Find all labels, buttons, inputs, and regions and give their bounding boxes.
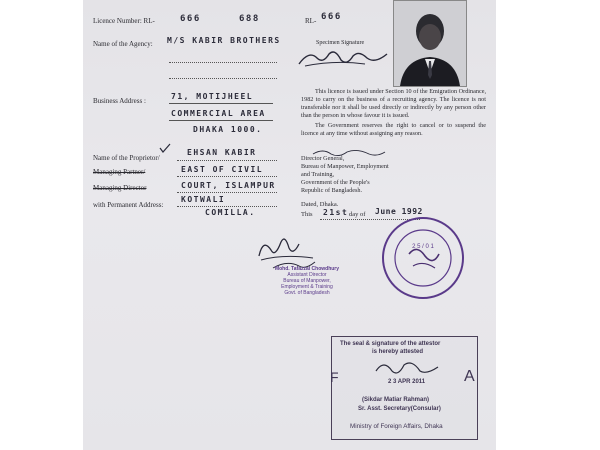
licence-document bbox=[83, 0, 496, 450]
attestation-header: The seal & signature of the attestor bbox=[340, 341, 441, 347]
addr-dots-2 bbox=[177, 192, 277, 193]
margin-letter-f: F bbox=[330, 369, 339, 385]
stamp-title-3: Employment & Training bbox=[281, 284, 333, 290]
attestation-header-2: is hereby attested bbox=[372, 349, 424, 355]
proprietor-address-1: EAST OF CIVIL bbox=[181, 165, 264, 174]
holder-photo bbox=[393, 0, 467, 87]
condition-paragraph-2: The Government reserves the right to cancel or to suspend the licence at any time without assigning any reason. bbox=[301, 122, 486, 137]
licence-number-value: 688 bbox=[239, 14, 260, 24]
licence-conditions bbox=[301, 88, 486, 138]
stamp-title-1: Assistant Director bbox=[287, 272, 327, 278]
dated-this: This bbox=[301, 211, 313, 218]
issuer-line-1: Director General, bbox=[301, 155, 345, 162]
proprietor-label-4: with Permanent Address: bbox=[93, 201, 164, 209]
condition-paragraph-1: This licence is issued under Section 10 of the Emigration Ordinance, 1982 to carry on the business of a recruiting agency. The licence is not transferable nor it shall be used directly or indirectly by any person other than the person in whose favour it is issued. bbox=[301, 88, 486, 119]
proprietor-label-1: Name of the Proprietor/ bbox=[93, 154, 160, 162]
address-underline-1 bbox=[169, 103, 273, 104]
stamp-title-4: Govt. of Bangladesh bbox=[284, 290, 330, 296]
issuer-line-2: Bureau of Manpower, Employment bbox=[301, 163, 389, 170]
rl-label: RL- bbox=[305, 17, 317, 25]
stamp-name: Mohd. Tafazzal Chowdhury bbox=[274, 266, 340, 272]
margin-letter-a: A bbox=[464, 368, 475, 385]
svg-text:2 5 / 0 1: 2 5 / 0 1 bbox=[412, 244, 434, 250]
attestation-date: 2 3 APR 2011 bbox=[388, 379, 426, 385]
business-address-label: Business Address : bbox=[93, 97, 146, 105]
portrait-image bbox=[394, 1, 466, 86]
address-underline-2 bbox=[169, 120, 273, 121]
addr-dots-1 bbox=[177, 176, 277, 177]
issuer-line-5: Republic of Bangladesh. bbox=[301, 187, 363, 194]
dated-day: 21st bbox=[323, 208, 349, 217]
proprietor-name: EHSAN KABIR bbox=[187, 148, 257, 157]
address-line-1: 71, MOTIJHEEL bbox=[171, 92, 254, 101]
attestation-stamp bbox=[331, 336, 478, 440]
dated-month-year: June 1992 bbox=[375, 207, 423, 216]
attestation-name: (Sikdar Matiar Rahman) bbox=[362, 397, 430, 403]
tick-mark-icon bbox=[159, 143, 171, 153]
address-line-2: COMMERCIAL AREA bbox=[171, 109, 266, 118]
agency-label: Name of the Agency: bbox=[93, 40, 153, 48]
attestation-signature bbox=[372, 357, 442, 379]
agency-dots-1 bbox=[169, 62, 277, 63]
licence-number-prefix: 666 bbox=[180, 14, 201, 24]
attestation-ministry: Ministry of Foreign Affairs, Dhaka bbox=[350, 423, 443, 430]
name-dots bbox=[177, 160, 277, 161]
addr-dots-3 bbox=[177, 206, 277, 207]
stamp-title-2: Bureau of Manpower, bbox=[283, 278, 331, 284]
proprietor-address-2: COURT, ISLAMPUR bbox=[181, 181, 276, 190]
proprietor-address-4: COMILLA. bbox=[205, 208, 256, 217]
dated-day-of: day of bbox=[349, 211, 366, 218]
round-seal bbox=[379, 214, 467, 302]
proprietor-address-3: KOTWALI bbox=[181, 195, 226, 204]
rl-value: 666 bbox=[321, 12, 342, 22]
issuer-line-3: and Training, bbox=[301, 171, 335, 178]
proprietor-label-2: Managing Partner/ bbox=[93, 168, 146, 176]
specimen-signature-label: Specimen Signature bbox=[316, 40, 365, 46]
agency-name: M/S KABIR BROTHERS bbox=[167, 36, 281, 45]
proprietor-label-3: Managing Director bbox=[93, 184, 147, 192]
agency-dots-2 bbox=[169, 78, 277, 79]
assistant-director-stamp bbox=[271, 266, 343, 296]
address-line-3: DHAKA 1000. bbox=[193, 125, 263, 134]
issuer-block bbox=[301, 155, 389, 195]
attestation-title: Sr. Asst. Secretary(Consular) bbox=[358, 406, 441, 412]
licence-number-label: Licence Number: RL- bbox=[93, 17, 155, 25]
dated-label: Dated, Dhaka. bbox=[301, 201, 339, 208]
specimen-signature bbox=[295, 46, 391, 70]
issuer-line-4: Government of the People's bbox=[301, 179, 370, 186]
